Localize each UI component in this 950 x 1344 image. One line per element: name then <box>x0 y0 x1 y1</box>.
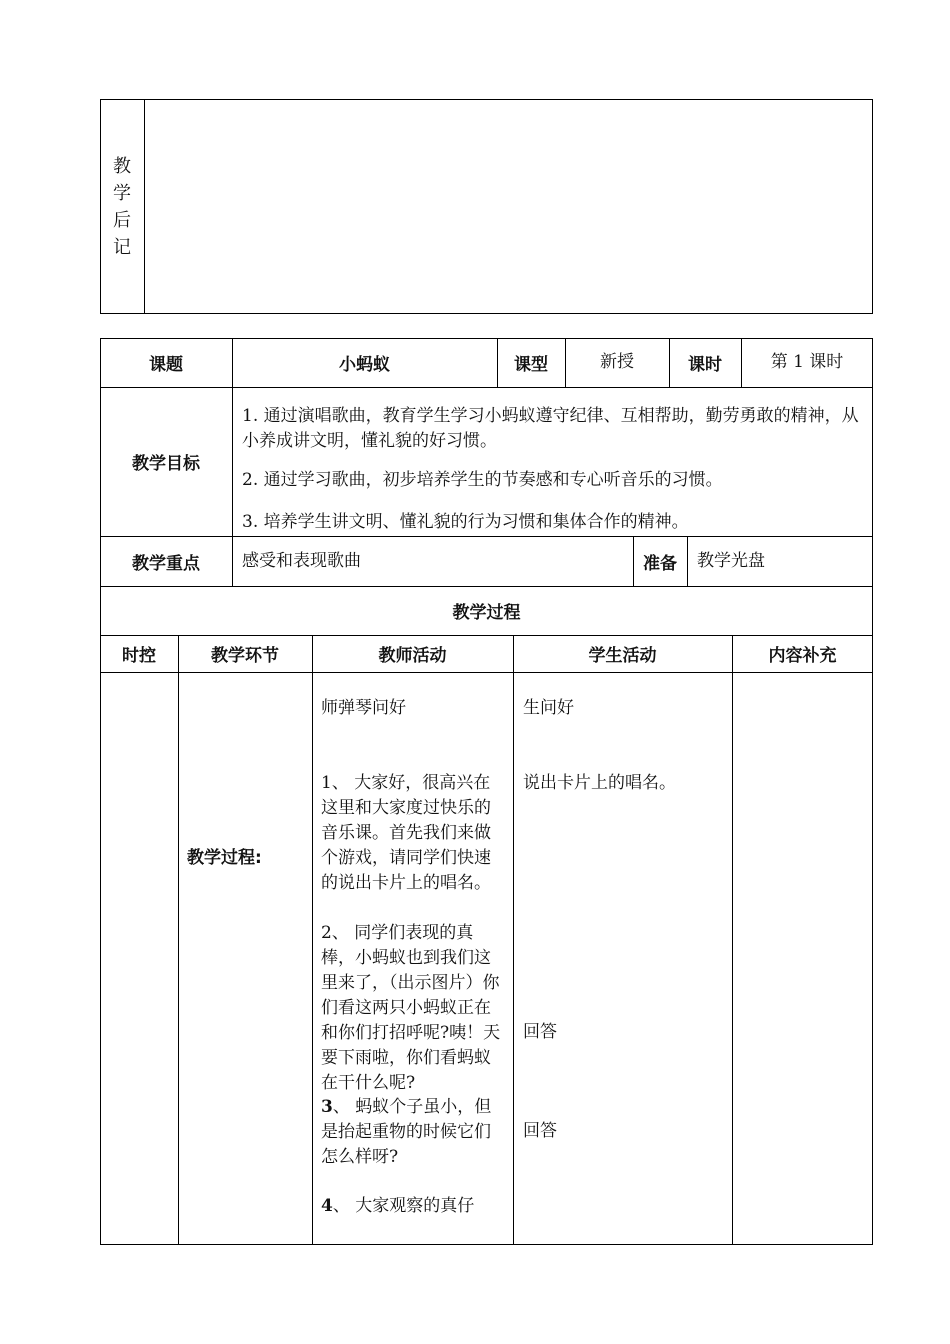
focus-value: 感受和表现歌曲 <box>242 551 361 571</box>
teacher-activity <box>321 1194 507 1219</box>
student-activity: 回答 <box>523 1022 557 1042</box>
process-title: 教学过程 <box>452 603 521 623</box>
col-header-extra: 内容补充 <box>768 646 837 666</box>
period-label: 课时 <box>688 355 722 375</box>
col-line <box>178 635 179 1245</box>
col-line <box>312 635 313 1245</box>
col-header-stage: 教学环节 <box>211 646 279 666</box>
goal-item: 1. 通过演唱歌曲，教育学生学习小蚂蚁遵守纪律、互相帮助，勤劳勇敢的精神，从小养成讲文明，懂礼貌的好习惯。 <box>242 406 859 451</box>
teacher-activity: 1、 大家好，很高兴在这里和大家度过快乐的音乐课。首先我们来做个游戏，请同学们快速的说出卡片上的唱名。 <box>321 773 491 893</box>
postscript-content <box>150 110 860 300</box>
col-line <box>687 536 688 586</box>
stage-text: 教学过程: <box>187 848 262 868</box>
prep-value: 教学光盘 <box>697 551 765 571</box>
teacher-activity <box>321 1095 507 1170</box>
type-value: 新授 <box>600 352 634 372</box>
postscript-label-cell <box>100 99 144 314</box>
student-activity: 生问好 <box>523 698 574 718</box>
postscript-divider <box>144 99 145 314</box>
step-number: 4 <box>321 1196 333 1216</box>
postscript-label: 教学后记 <box>113 155 131 258</box>
student-activity: 说出卡片上的唱名。 <box>523 773 676 793</box>
topic-label: 课题 <box>149 355 183 375</box>
step-text: 、 大家观察的真仔 <box>332 1196 475 1216</box>
prep-label: 准备 <box>643 553 677 574</box>
step-text: 、 蚂蚁个子虽小，但是抬起重物的时候它们怎么样呀? <box>321 1097 492 1167</box>
goal-item: 3. 培养学生讲文明、懂礼貌的行为习惯和集体合作的精神。 <box>242 512 689 532</box>
goal-item: 2. 通过学习歌曲，初步培养学生的节奏感和专心听音乐的习惯。 <box>242 470 723 490</box>
step-number: 3 <box>321 1097 333 1117</box>
type-label: 课型 <box>514 355 548 375</box>
goals-label: 教学目标 <box>132 454 200 474</box>
focus-label: 教学重点 <box>132 553 200 574</box>
topic-value: 小蚂蚁 <box>339 355 390 375</box>
lesson-table <box>100 338 873 1245</box>
teacher-activity: 2、 同学们表现的真棒，小蚂蚁也到我们这里来了，（出示图片）你们看这两只小蚂蚁正在和你们打招呼呢?咦！天要下雨啦，你们看蚂蚁在干什么呢? <box>321 923 501 1093</box>
col-line <box>513 635 514 1245</box>
col-header-teacher: 教师活动 <box>378 646 447 666</box>
period-value: 第 1 课时 <box>770 352 844 372</box>
row-line <box>100 672 873 673</box>
teacher-activity: 师弹琴问好 <box>321 698 406 718</box>
col-header-time: 时控 <box>122 646 156 666</box>
student-activity: 回答 <box>523 1121 557 1141</box>
goals-list <box>242 404 868 535</box>
col-line <box>732 635 733 1245</box>
col-header-student: 学生活动 <box>588 646 657 666</box>
